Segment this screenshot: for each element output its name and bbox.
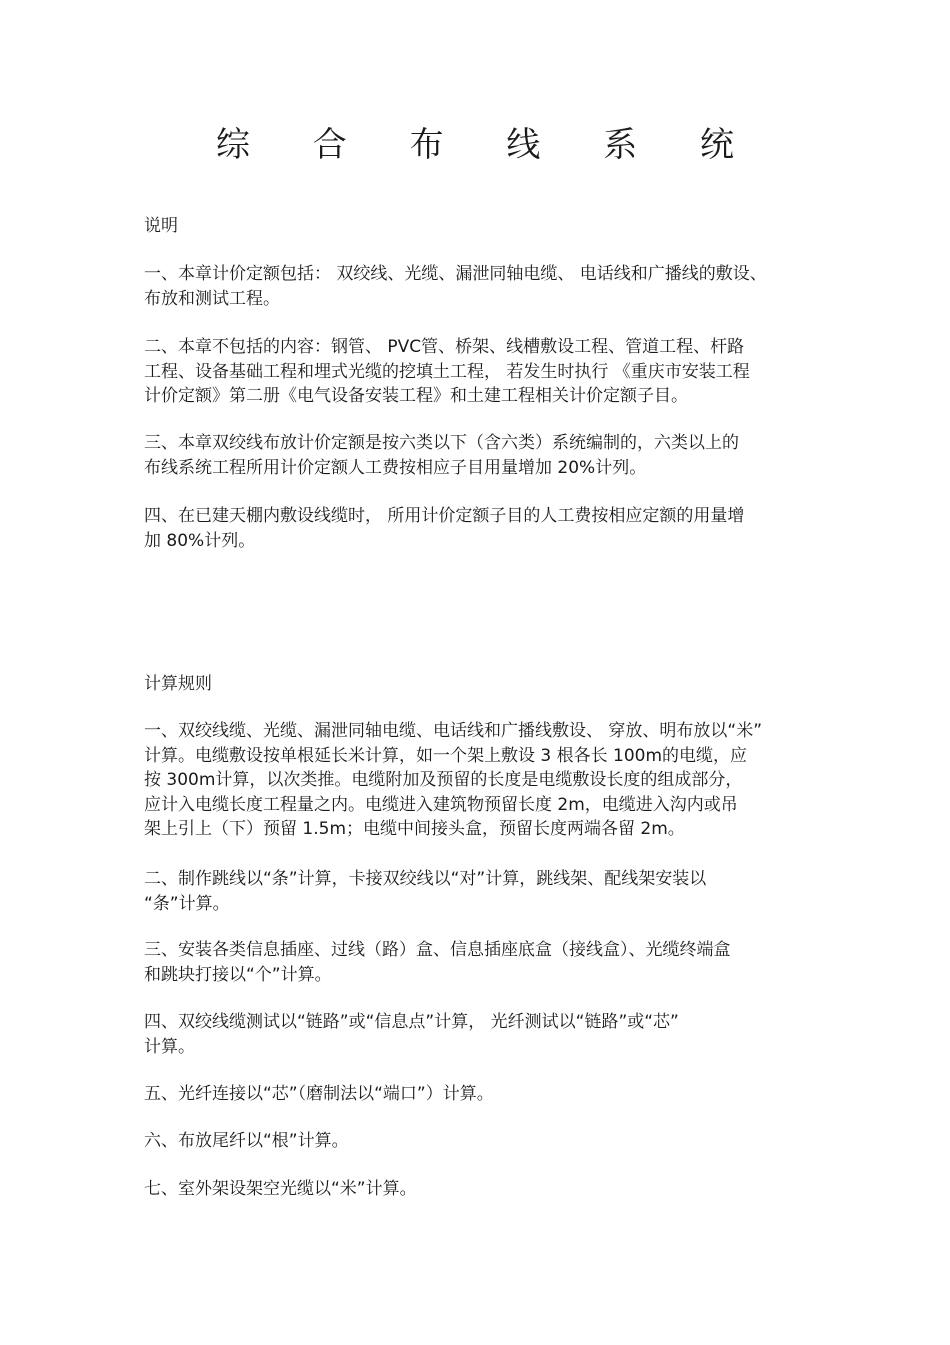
rules-paragraph-4: [144, 1010, 814, 1059]
text-line: 布放和测试工程。: [144, 288, 280, 309]
text-line: 二、本章不包括的内容：钢管、 PVC管、桥架、线槽敷设工程、管道工程、杆路: [144, 337, 745, 357]
text-line: 四、双绞线缆测试以“链路”或“信息点”计算， 光纤测试以“链路”或“芯”: [144, 1012, 679, 1032]
text-line: 计算。: [144, 1036, 195, 1057]
text-line: 五、光纤连接以“芯”（磨制法以“端口”）计算。: [144, 1084, 494, 1104]
text-line: 二、制作跳线以“条”计算，卡接双绞线以“对”计算，跳线架、配线架安装以: [144, 869, 707, 889]
text-line: 计价定额》第二册《电气设备安装工程》和土建工程相关计价定额子目。: [144, 386, 688, 406]
text-line: 六、布放尾纤以“根”计算。: [144, 1131, 349, 1151]
text-line: 四、在已建天棚内敷设线缆时， 所用计价定额子目的人工费按相应定额的用量增: [144, 506, 745, 526]
text-line: 应计入电缆长度工程量之内。电缆进入建筑物预留长度 2m，电缆进入沟内或吊: [144, 794, 738, 815]
text-line: 加 80%计列。: [144, 530, 256, 551]
text-line: 七、室外架设架空光缆以“米”计算。: [144, 1179, 417, 1199]
page-title: 综 合 布 线 系 统: [215, 125, 761, 165]
text-line: 计算。电缆敷设按单根延长米计算，如一个架上敷设 3 根各长 100m的电缆，应: [144, 745, 748, 766]
rules-paragraph-6: [144, 1129, 814, 1154]
notes-paragraph-2: [144, 335, 814, 409]
notes-paragraph-3: [144, 431, 814, 480]
text-line: 架上引上（下）预留 1.5m；电缆中间接头盒，预留长度两端各留 2m。: [144, 819, 685, 839]
rules-paragraph-5: [144, 1082, 814, 1107]
text-line: 三、安装各类信息插座、过线（路）盒、信息插座底盒（接线盒）、光缆终端盒: [144, 940, 731, 960]
section-heading-calculation-rules: 计算规则: [144, 674, 212, 694]
text-line: 按 300m计算，以次类推。电缆附加及预留的长度是电缆敷设长度的组成部分，: [144, 770, 743, 790]
rules-paragraph-2: [144, 867, 814, 916]
text-line: 和跳块打接以“个”计算。: [144, 964, 332, 985]
rules-paragraph-7: [144, 1177, 814, 1202]
rules-paragraph-3: [144, 938, 814, 987]
text-line: 一、本章计价定额包括： 双绞线、光缆、漏泄同轴电缆、 电话线和广播线的敷设、: [144, 264, 767, 284]
rules-paragraph-1: [144, 719, 814, 842]
section-heading-notes: 说明: [144, 216, 178, 236]
notes-paragraph-4: [144, 504, 814, 553]
text-line: 工程、设备基础工程和埋式光缆的挖填土工程， 若发生时执行 《重庆市安装工程: [144, 361, 750, 382]
text-line: 三、本章双绞线布放计价定额是按六类以下（含六类）系统编制的，六类以上的: [144, 433, 739, 453]
text-line: 布线系统工程所用计价定额人工费按相应子目用量增加 20%计列。: [144, 457, 647, 478]
notes-paragraph-1: [144, 262, 814, 311]
text-line: 一、双绞线缆、光缆、漏泄同轴电缆、电话线和广播线敷设、 穿放、明布放以“米”: [144, 721, 763, 741]
text-line: “条”计算。: [144, 893, 230, 914]
